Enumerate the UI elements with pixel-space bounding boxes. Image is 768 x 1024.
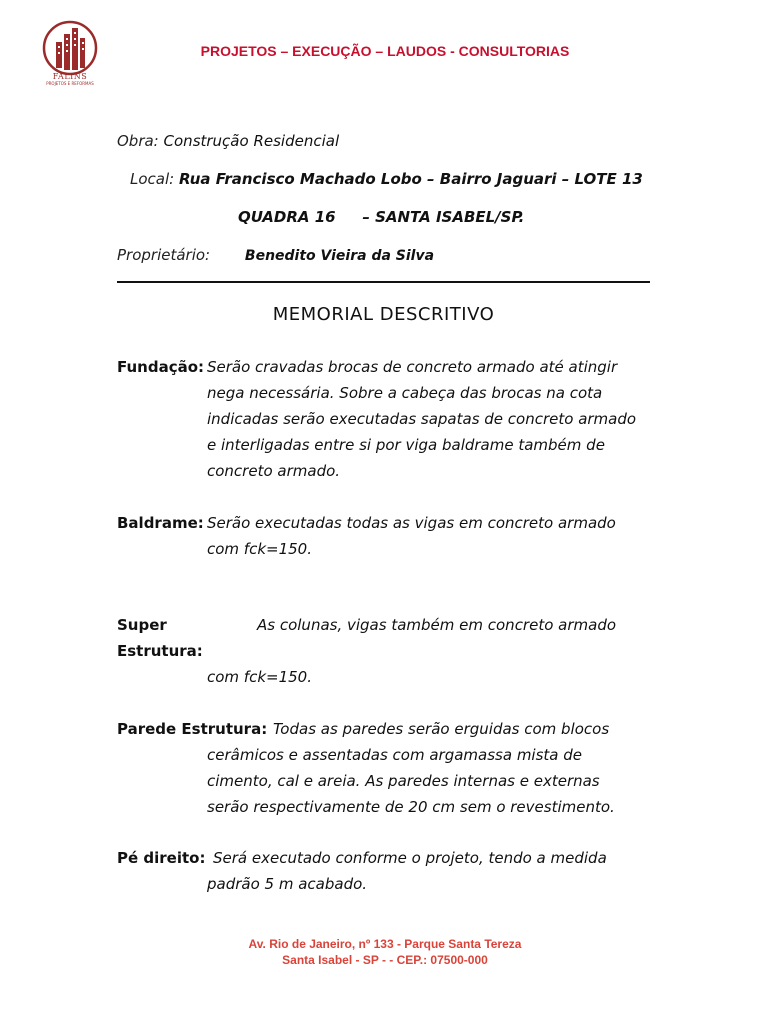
cidade-value: – SANTA ISABEL/SP. [362,208,525,226]
quadra-line [238,208,524,226]
header-title: PROJETOS – EXECUÇÃO – LAUDOS - CONSULTORIAS [200,43,570,59]
section-term: Super Estrutura [117,616,197,660]
section-line: nega necessária. Sobre a cabeça das brocas na cota [207,384,603,402]
section-term: Fundação [117,358,199,376]
footer-line-1: Av. Rio de Janeiro, nº 133 - Parque Santa Tereza [248,937,522,951]
section-super-estrutura: Super Estrutura: As colunas, vigas também em concreto armado com fck=150. [117,612,650,690]
footer-address [160,936,610,968]
quadra-value: QUADRA 16 [238,208,336,226]
section-line: cerâmicos e assentadas com argamassa mista de [207,746,582,764]
footer-line-2: Santa Isabel - SP - - CEP.: 07500-000 [282,953,488,967]
section-term: Baldrame [117,514,198,532]
obra-label: Obra: [117,132,159,150]
section-line: serão respectivamente de 20 cm sem o revestimento. [207,798,615,816]
section-line: cimento, cal e areia. As paredes internas e externas [207,772,600,790]
section-term: Pé direito [117,849,200,867]
section-line: As colunas, vigas também em concreto armado [257,616,617,634]
section-baldrame: Baldrame: Serão executadas todas as vigas em concreto armado com fck=150. [117,510,650,562]
proprietario-line [117,246,434,264]
divider [117,281,650,283]
local-value: Rua Francisco Machado Lobo – Bairro Jaguari – LOTE 13 [178,170,643,188]
section-line: padrão 5 m acabado. [207,875,368,893]
section-pe-direito: Pé direito: Será executado conforme o projeto, tendo a medida padrão 5 m acabado. [117,845,650,897]
section-fundacao: Fundação: Serão cravadas brocas de concreto armado até atingir nega necessária. Sobre a cabeça das brocas na cota indicadas serão executadas sapatas de concreto armado e interligadas entre si por viga baldrame também de concreto armado. [117,354,650,484]
local-line [130,170,643,188]
section-line: com fck=150. [207,668,312,686]
memorial-title: MEMORIAL DESCRITIVO [272,304,495,325]
section-term: Parede Estrutura [117,720,262,738]
section-line: indicadas serão executadas sapatas de concreto armado [207,410,637,428]
logo-brand: FALINS [52,72,88,81]
logo-tagline: PROJETOS E REFORMAS [46,81,94,86]
building-logo-icon [38,20,102,76]
company-logo [38,20,102,90]
proprietario-value: Benedito Vieira da Silva [244,248,435,264]
local-label: Local: [130,170,175,188]
section-line: Todas as paredes serão erguidas com blocos [273,720,610,738]
section-line: e interligadas entre si por viga baldrame também de [207,436,605,454]
section-line: concreto armado. [207,462,341,480]
section-line: Serão cravadas brocas de concreto armado até atingir [207,358,618,376]
obra-line [117,132,339,150]
obra-value: Construção Residencial [163,132,340,150]
section-line: com fck=150. [207,540,312,558]
section-parede-estrutura: Parede Estrutura: Todas as paredes serão erguidas com blocos cerâmicos e assentadas com argamassa mista de cimento, cal e areia. As paredes internas e externas serão respectivamente de 20 cm sem o revestimento. [117,716,650,820]
proprietario-label: Proprietário: [117,246,211,264]
section-line: Será executado conforme o projeto, tendo a medida [213,849,607,867]
section-line: Serão executadas todas as vigas em concreto armado [207,514,616,532]
